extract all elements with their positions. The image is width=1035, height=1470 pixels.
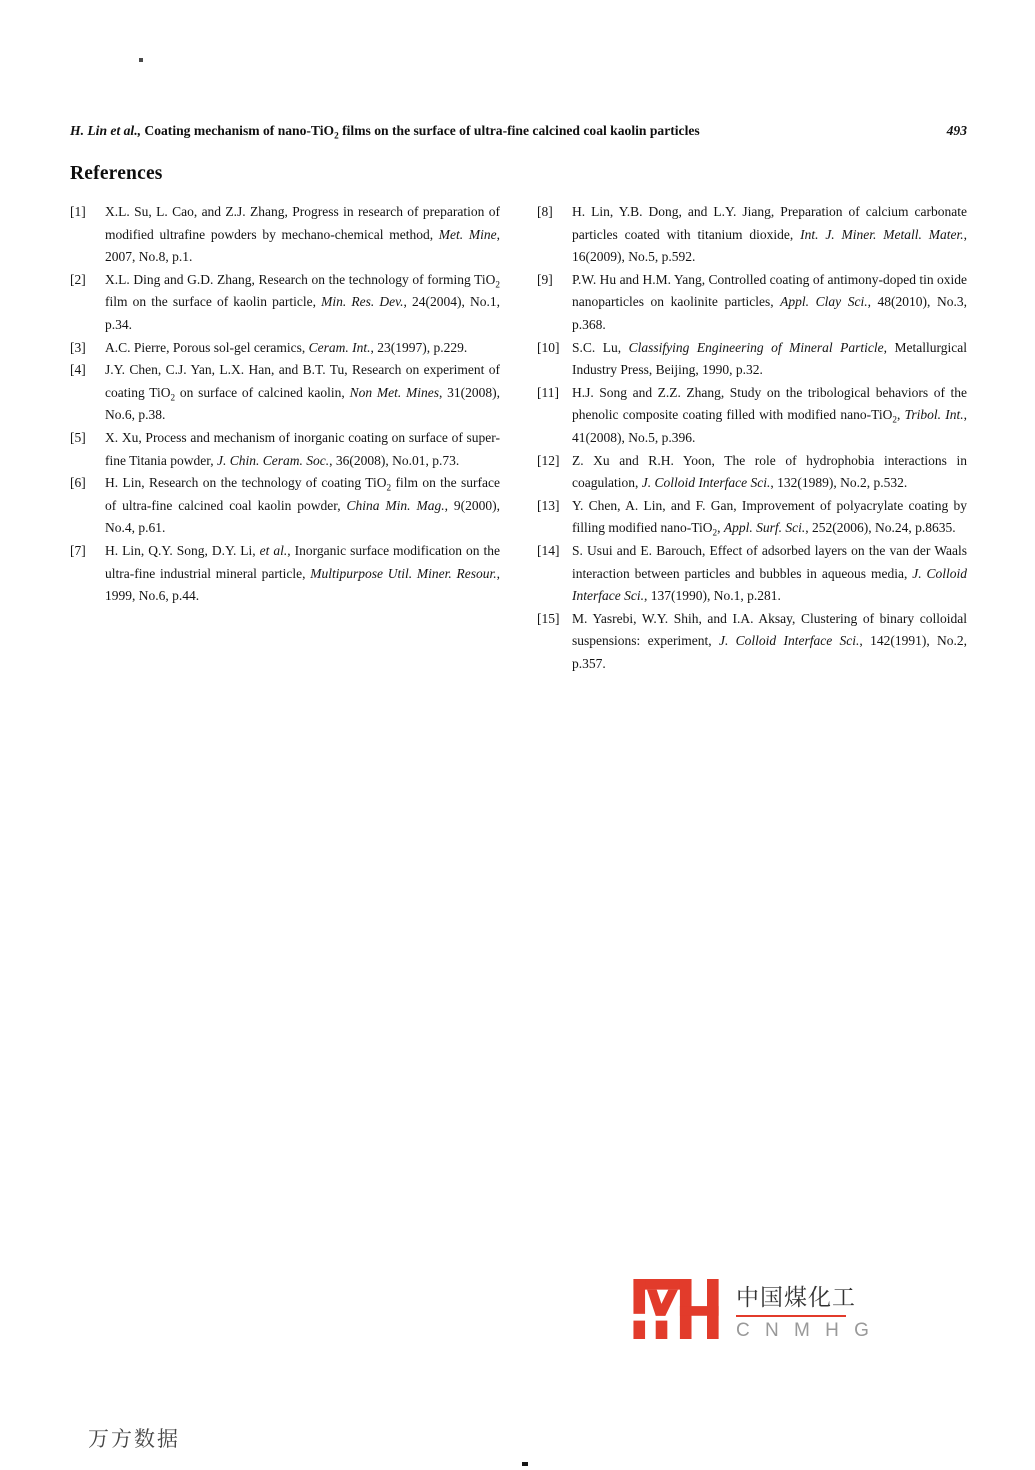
- page-number: 493: [946, 123, 967, 138]
- cnmhg-watermark-logo: [633, 1279, 874, 1342]
- logo-divider-line: [736, 1315, 846, 1317]
- reference-text: H. Lin, Q.Y. Song, D.Y. Li, et al., Inorganic surface modification on the ultra-fine industrial mineral particle, Multipurpose Util. Miner. Resour., 1999, No.6, p.44.: [105, 542, 500, 604]
- reference-text: M. Yasrebi, W.Y. Shih, and I.A. Aksay, Clustering of binary colloidal suspensions: experiment, J. Colloid Interface Sci., 142(1991), No.2, p.357.: [572, 610, 968, 671]
- reference-text: X.L. Su, L. Cao, and Z.J. Zhang, Progress in research of preparation of modified ultrafine powders by mechano-chemical method, Met. Mine, 2007, No.8, p.1.: [105, 204, 500, 265]
- cnmhg-logo-mark-icon: [633, 1279, 721, 1339]
- reference-text: P.W. Hu and H.M. Yang, Controlled coating of antimony-doped tin oxide nanoparticles on kaolinite particles, Appl. Clay Sci., 48(2010), No.3, p.368.: [572, 271, 967, 332]
- reference-text: H. Lin, Research on the technology of coating TiO$_2$ film on the surface of ultra-fine calcined coal kaolin powder, China Min. Mag., 9(2000), No.4, p.61.: [105, 475, 501, 536]
- reference-number: [9]: [537, 271, 553, 287]
- reference-item: [70, 540, 500, 608]
- reference-number: [1]: [70, 204, 86, 219]
- running-header: [70, 121, 967, 140]
- reference-item: [537, 608, 967, 676]
- page-body: [70, 121, 967, 675]
- reference-number: [4]: [70, 362, 86, 378]
- reference-item: [537, 337, 967, 382]
- reference-item: [70, 201, 500, 269]
- reference-number: [14]: [537, 542, 560, 558]
- reference-item: [537, 269, 967, 337]
- running-header-text: [70, 121, 700, 140]
- logo-latin-text: C N M H G: [736, 1320, 874, 1341]
- reference-number: [11]: [537, 384, 559, 400]
- reference-text: X. Xu, Process and mechanism of inorganic coating on surface of super-fine Titania powder, J. Chin. Ceram. Soc., 36(2008), No.01, p.73.: [105, 429, 500, 468]
- wanfang-data-watermark: 万方数据: [88, 1428, 180, 1451]
- reference-number: [15]: [537, 610, 560, 626]
- references-column-left: [70, 201, 500, 675]
- reference-item: [70, 427, 500, 472]
- reference-text: S.C. Lu, Classifying Engineering of Mineral Particle, Metallurgical Industry Press, Beijing, 1990, p.32.: [572, 339, 967, 378]
- logo-chinese-text: 中国煤化工: [736, 1284, 856, 1310]
- references-column-right: [537, 201, 967, 675]
- reference-text: J.Y. Chen, C.J. Yan, L.X. Han, and B.T. Tu, Research on experiment of coating TiO$_2$ on surface of calcined kaolin, Non Met. Mines, 31(2008), No.6, p.38.: [105, 362, 500, 423]
- reference-item: [537, 382, 967, 450]
- cnmhg-logo-text: [736, 1279, 874, 1342]
- reference-number: [3]: [70, 339, 86, 355]
- header-authors: H. Lin et al.,: [70, 123, 141, 138]
- reference-number: [6]: [70, 475, 86, 491]
- reference-number: [8]: [537, 204, 553, 219]
- reference-number: [5]: [70, 429, 86, 445]
- header-title: Coating mechanism of nano-TiO$_2$ films on the surface of ultra-fine calcined coal kaolin particles: [141, 123, 700, 141]
- reference-number: [12]: [537, 452, 560, 468]
- reference-item: [537, 540, 967, 608]
- reference-item: [537, 201, 967, 269]
- references-columns: [70, 201, 967, 675]
- reference-number: [13]: [537, 497, 560, 513]
- reference-text: Y. Chen, A. Lin, and F. Gan, Improvement of polyacrylate coating by filling modified nano-TiO$_2$, Appl. Surf. Sci., 252(2006), No.24, p.8635.: [572, 497, 967, 538]
- scan-artifact-dot-top: [139, 58, 143, 62]
- reference-item: [70, 269, 500, 337]
- reference-item: [70, 472, 500, 540]
- reference-item: [70, 337, 500, 360]
- reference-text: S. Usui and E. Barouch, Effect of adsorbed layers on the van der Waals interaction between particles and bubbles in aqueous media, J. Colloid Interface Sci., 137(1990), No.1, p.281.: [572, 542, 968, 604]
- scan-artifact-dot-bottom: [522, 1462, 528, 1466]
- reference-number: [2]: [70, 271, 86, 287]
- reference-text: H. Lin, Y.B. Dong, and L.Y. Jiang, Preparation of calcium carbonate particles coated with titanium dioxide, Int. J. Miner. Metall. Mater., 16(2009), No.5, p.592.: [572, 204, 967, 265]
- reference-text: H.J. Song and Z.Z. Zhang, Study on the tribological behaviors of the phenolic composite coating filled with modified nano-TiO$_2$, Tribol. Int., 41(2008), No.5, p.396.: [572, 384, 968, 445]
- references-heading: References: [70, 163, 163, 184]
- reference-text: A.C. Pierre, Porous sol-gel ceramics, Ceram. Int., 23(1997), p.229.: [105, 339, 468, 355]
- reference-text: X.L. Ding and G.D. Zhang, Research on the technology of forming TiO$_2$ film on the surface of kaolin particle, Min. Res. Dev., 24(2004), No.1, p.34.: [105, 271, 500, 332]
- reference-text: Z. Xu and R.H. Yoon, The role of hydrophobia interactions in coagulation, J. Colloid Interface Sci., 132(1989), No.2, p.532.: [572, 452, 967, 491]
- reference-item: [70, 359, 500, 427]
- reference-number: [7]: [70, 542, 86, 558]
- reference-item: [537, 450, 967, 495]
- reference-item: [537, 495, 967, 540]
- reference-number: [10]: [537, 339, 560, 355]
